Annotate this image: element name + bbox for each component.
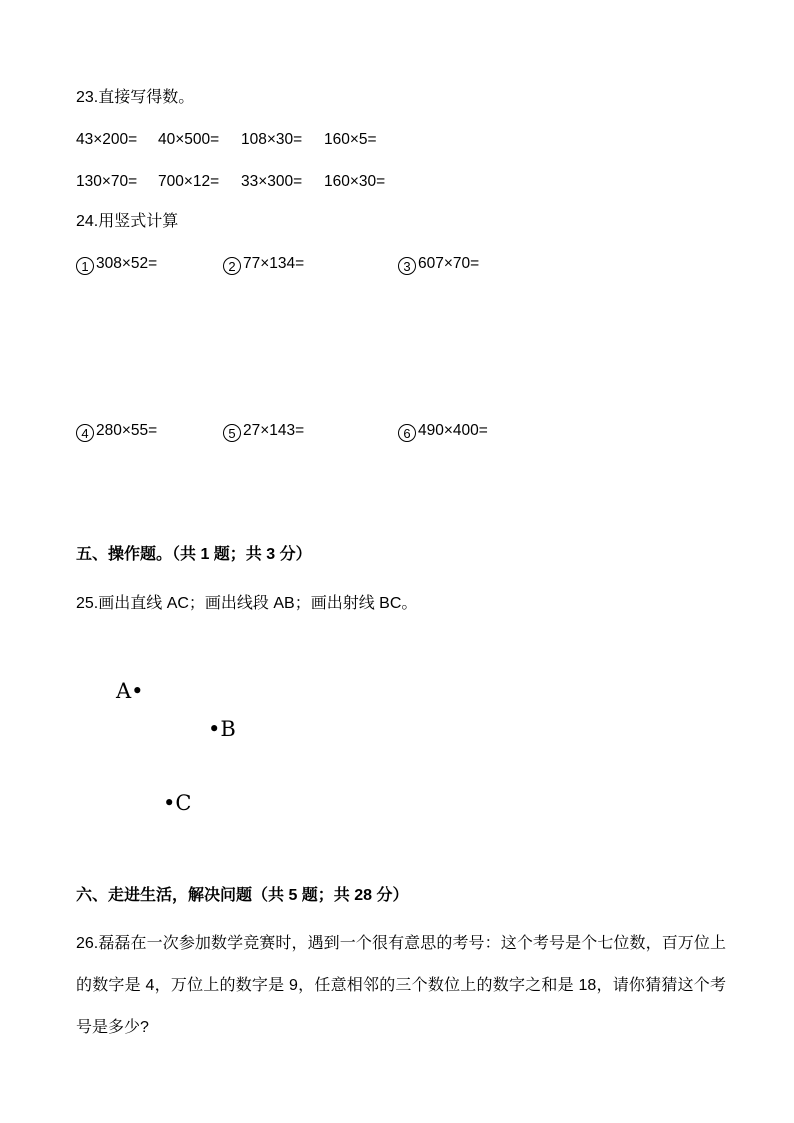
- section-5-heading: 五、操作题。（共 1 题；共 3 分）: [76, 546, 312, 563]
- q24-title: 24.用竖式计算: [76, 213, 179, 230]
- point-c: •C: [163, 791, 192, 815]
- q23-title: 23.直接写得数。: [76, 89, 195, 106]
- circled-number: 1: [76, 257, 94, 275]
- q23-item: 33×300=: [241, 173, 303, 190]
- q24-expr: 308×52=: [96, 255, 158, 272]
- q23-item: 130×70=: [76, 173, 138, 190]
- q24-item-2: [223, 254, 304, 275]
- q24-expr: 607×70=: [418, 255, 480, 272]
- circled-number: 5: [223, 424, 241, 442]
- circled-number: 6: [398, 424, 416, 442]
- q23-item: 108×30=: [241, 131, 303, 148]
- q24-expr: 490×400=: [418, 422, 488, 439]
- q23-item: 700×12=: [158, 173, 220, 190]
- circled-number: 4: [76, 424, 94, 442]
- section-6-heading: 六、走进生活，解决问题（共 5 题；共 28 分）: [76, 887, 409, 904]
- circled-number: 3: [398, 257, 416, 275]
- q26-text: 26.磊磊在一次参加数学竞赛时，遇到一个很有意思的考号：这个考号是个七位数，百万位上的数字是 4，万位上的数字是 9，任意相邻的三个数位上的数字之和是 18，请你猜猜这个考号是多少?: [76, 935, 726, 1036]
- q24-item-1: [76, 254, 157, 275]
- point-b: •B: [208, 717, 236, 741]
- q24-item-6: [398, 421, 488, 442]
- q23-item: 160×5=: [324, 131, 377, 148]
- q24-expr: 280×55=: [96, 422, 158, 439]
- q24-item-3: [398, 254, 479, 275]
- q23-item: 40×500=: [158, 131, 220, 148]
- q23-item: 43×200=: [76, 131, 138, 148]
- point-a: A•: [116, 679, 144, 703]
- q24-item-4: [76, 421, 157, 442]
- circled-number: 2: [223, 257, 241, 275]
- q24-expr: 27×143=: [243, 422, 305, 439]
- q24-item-5: [223, 421, 304, 442]
- q25-title: 25.画出直线 AC；画出线段 AB；画出射线 BC。: [76, 595, 418, 612]
- q24-expr: 77×134=: [243, 255, 305, 272]
- q23-item: 160×30=: [324, 173, 386, 190]
